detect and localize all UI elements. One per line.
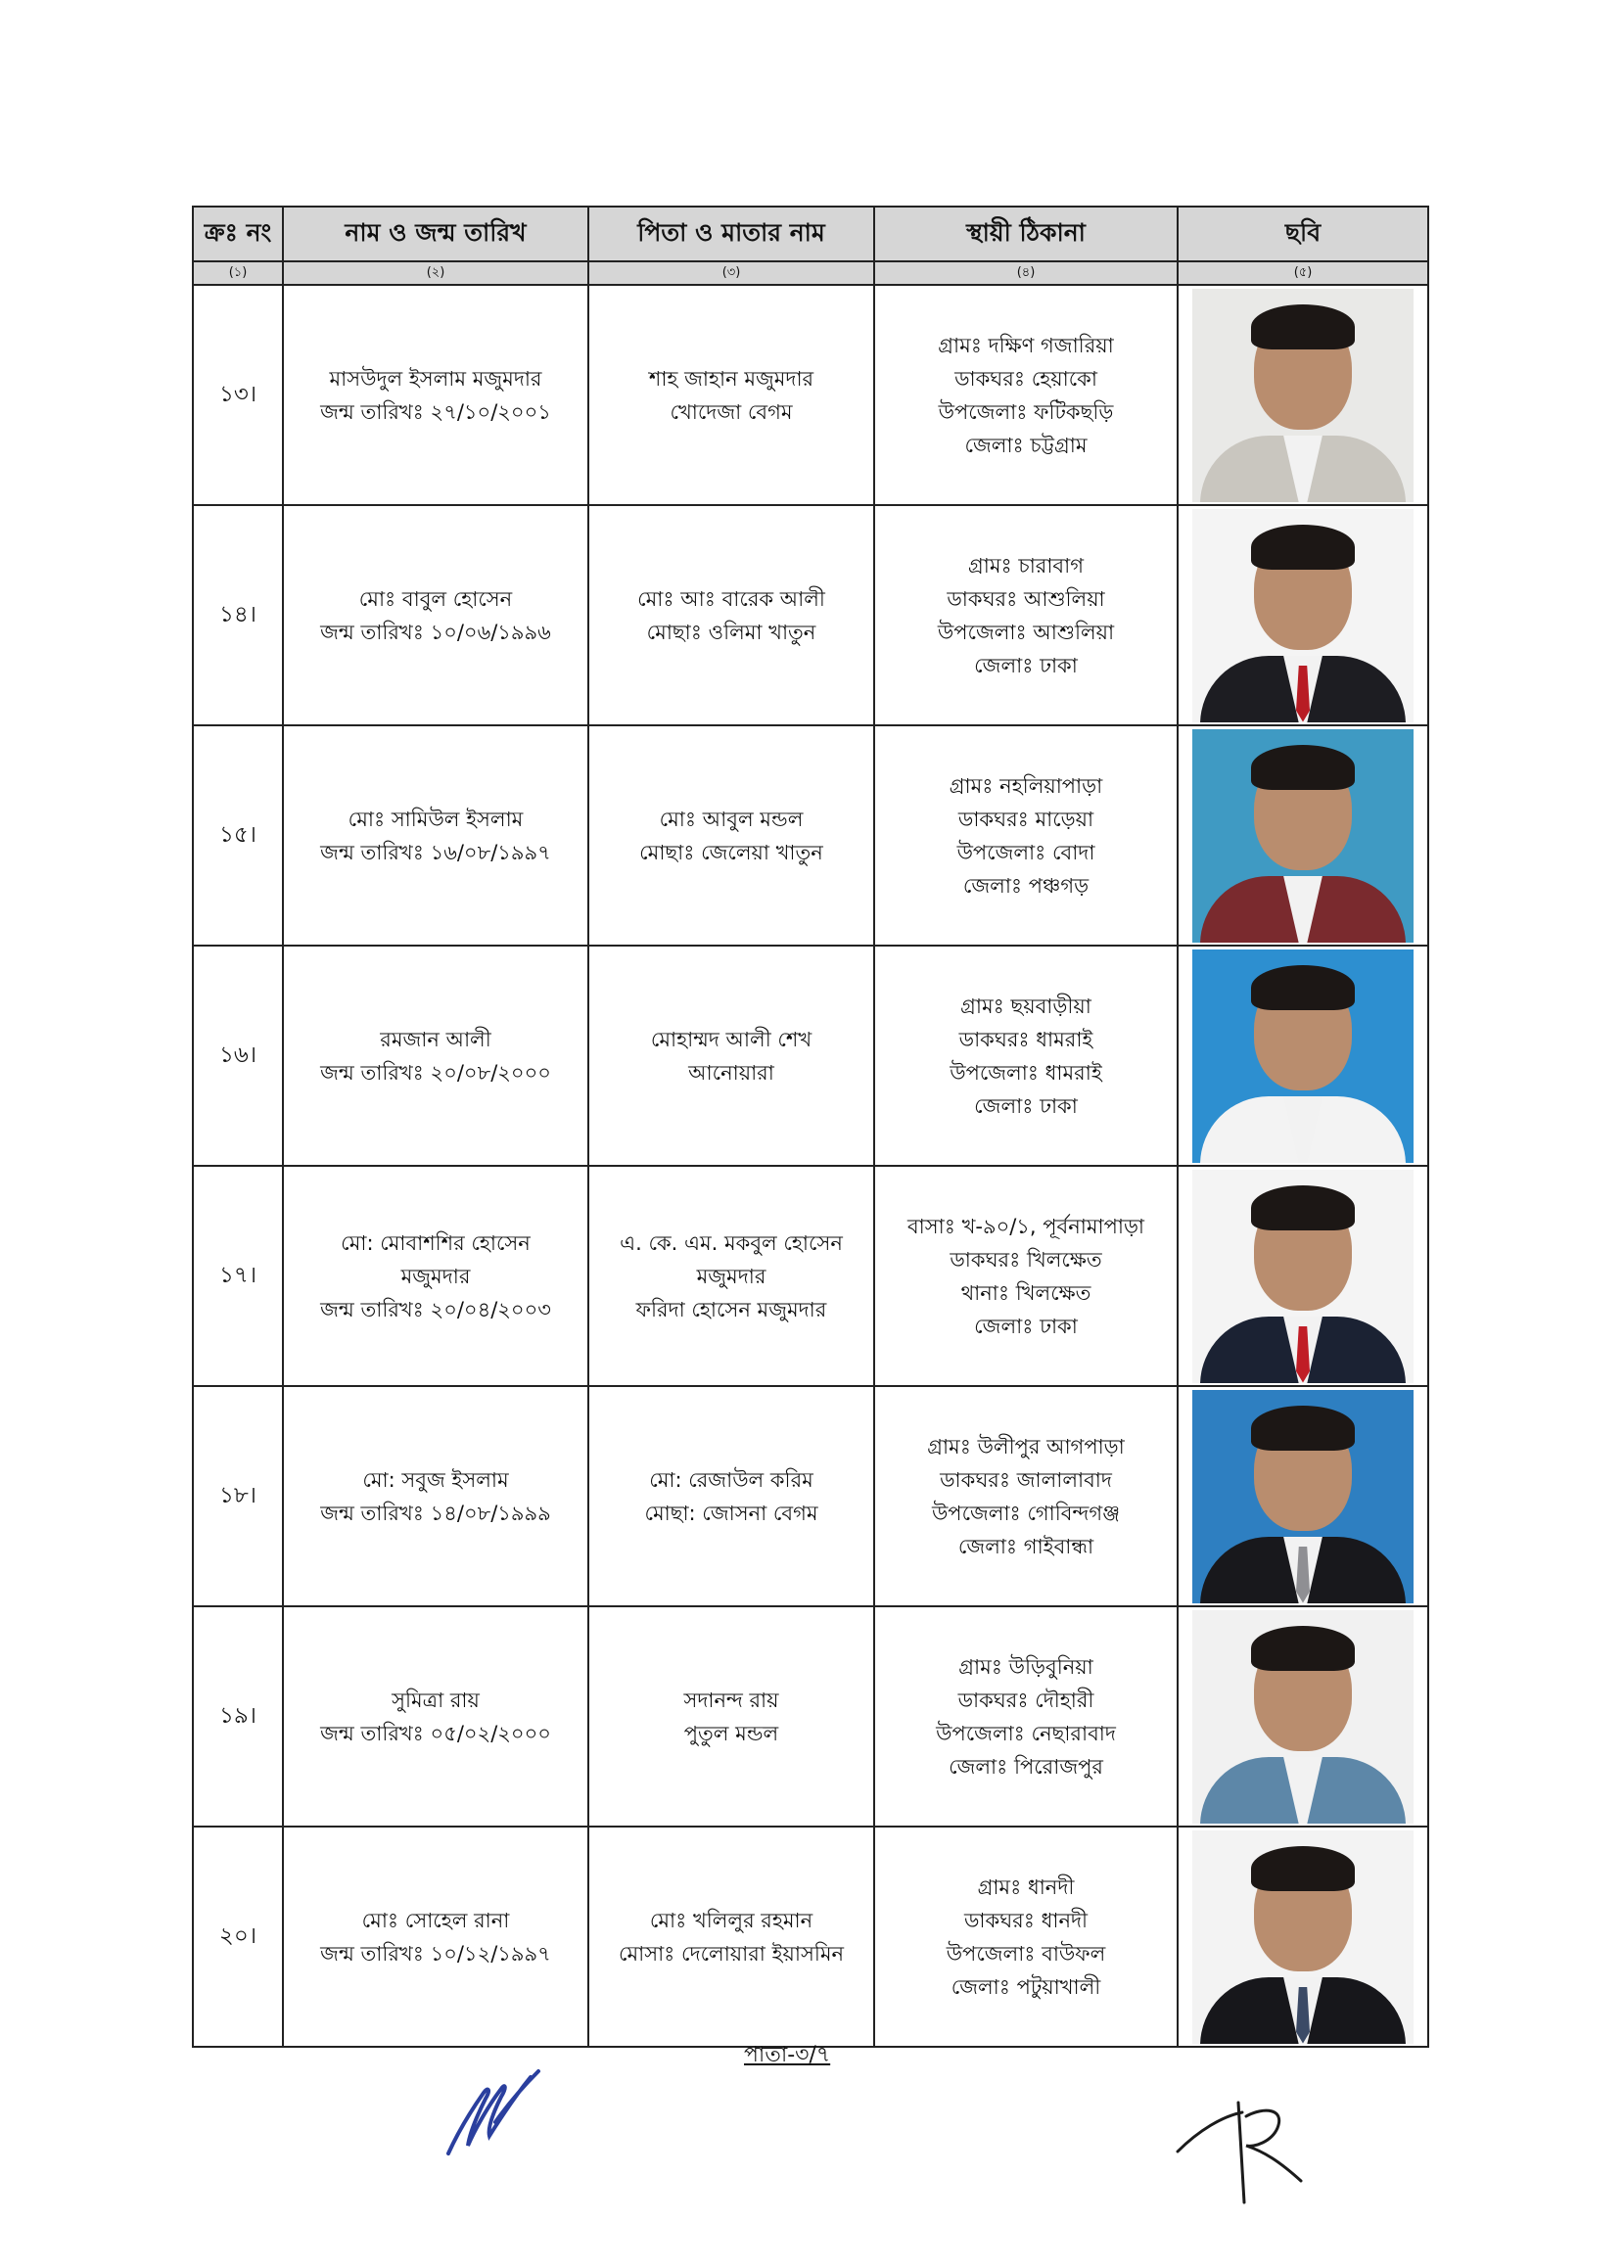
header-serial: ক্রঃ নং [193, 207, 283, 261]
address-line: জেলাঃ ঢাকা [974, 1314, 1078, 1338]
table-row [193, 285, 1428, 505]
name-line: জন্ম তারিখঃ ২০/০৪/২০০৩ [320, 1297, 551, 1321]
address-line: ডাকঘরঃ আশুলিয়া [947, 586, 1105, 611]
parent-line: খোদেজা বেগম [670, 399, 793, 424]
name-dob-cell [283, 946, 588, 1166]
name-dob-cell [283, 505, 588, 725]
address-line: বাসাঃ খ-৯০/১, পূর্বনামাপাড়া [906, 1214, 1145, 1238]
address-cell [874, 725, 1178, 946]
serial-cell [193, 505, 283, 725]
serial-cell [193, 725, 283, 946]
parents-cell [588, 1166, 874, 1386]
table-row [193, 505, 1428, 725]
column-number: (৫) [1178, 261, 1428, 285]
photo-cell [1178, 725, 1428, 946]
name-line: রমজান আলী [380, 1027, 491, 1051]
address-line: উপজেলাঃ গোবিন্দগঞ্জ [931, 1501, 1121, 1525]
name-dob-cell [283, 1606, 588, 1827]
signature-left [441, 2063, 548, 2161]
address-line: জেলাঃ ঢাকা [974, 653, 1078, 677]
parents-cell [588, 946, 874, 1166]
name-dob-cell [283, 1386, 588, 1606]
photo-cell [1178, 505, 1428, 725]
candidate-photo [1192, 1830, 1414, 2044]
serial-number: ১৬। [218, 1042, 257, 1068]
serial-cell [193, 285, 283, 505]
parents-cell [588, 725, 874, 946]
address-line: গ্রামঃ ধানদী [977, 1875, 1075, 1899]
parent-line: মোহাম্মদ আলী শেখ [650, 1027, 812, 1051]
address-line: ডাকঘরঃ ধামরাই [958, 1027, 1093, 1051]
header-row [193, 207, 1428, 261]
page-number: পাতা-৩/৭ [744, 2043, 831, 2067]
candidate-photo [1192, 1390, 1414, 1603]
candidate-photo [1192, 289, 1414, 502]
address-line: উপজেলাঃ নেছারাবাদ [936, 1721, 1116, 1745]
column-number: (৩) [588, 261, 874, 285]
address-line: গ্রামঃ চারাবাগ [968, 553, 1084, 578]
address-line: উপজেলাঃ ফটিকছড়ি [938, 399, 1114, 424]
address-cell [874, 1166, 1178, 1386]
serial-cell [193, 1827, 283, 2047]
parent-line: মোঃ খলিলুর রহমান [649, 1908, 813, 1932]
address-line: জেলাঃ পিরোজপুর [949, 1754, 1103, 1779]
signature-right [1170, 2083, 1317, 2210]
parent-line: ফরিদা হোসেন মজুমদার [635, 1297, 827, 1321]
name-line: জন্ম তারিখঃ ২৭/১০/২০০১ [320, 399, 551, 424]
name-line: মোঃ সোহেল রানা [361, 1908, 510, 1932]
serial-cell [193, 946, 283, 1166]
serial-number: ১৩। [218, 382, 257, 407]
name-line: জন্ম তারিখঃ ১৪/০৮/১৯৯৯ [320, 1501, 551, 1525]
name-dob-cell [283, 1827, 588, 2047]
address-cell [874, 1386, 1178, 1606]
candidate-photo [1192, 509, 1414, 722]
table-row [193, 946, 1428, 1166]
serial-cell [193, 1166, 283, 1386]
candidate-photo [1192, 729, 1414, 943]
photo-cell [1178, 1606, 1428, 1827]
name-line: জন্ম তারিখঃ ১৬/০৮/১৯৯৭ [320, 840, 551, 864]
name-line: জন্ম তারিখঃ ০৫/০২/২০০০ [320, 1721, 551, 1745]
address-line: গ্রামঃ উড়িবুনিয়া [958, 1654, 1093, 1679]
photo-cell [1178, 946, 1428, 1166]
serial-cell [193, 1386, 283, 1606]
parent-line: মোছাঃ জেলেয়া খাতুন [639, 840, 823, 864]
parents-cell [588, 1386, 874, 1606]
name-line: মোঃ সামিউল ইসলাম [348, 807, 524, 831]
parent-line: মোসাঃ দেলোয়ারা ইয়াসমিন [618, 1941, 845, 1966]
serial-number: ১৪। [218, 602, 257, 627]
address-line: জেলাঃ পটুয়াখালী [951, 1974, 1101, 1999]
address-line: উপজেলাঃ ধামরাই [950, 1060, 1102, 1085]
serial-number: ১৯। [218, 1703, 257, 1729]
address-cell [874, 285, 1178, 505]
name-line: মো: মোবাশশির হোসেন [341, 1230, 531, 1255]
address-line: উপজেলাঃ বাউফল [946, 1941, 1106, 1966]
parent-line: এ. কে. এম. মকবুল হোসেন [620, 1230, 843, 1255]
name-line: জন্ম তারিখঃ ১০/১২/১৯৯৭ [320, 1941, 551, 1966]
address-cell [874, 505, 1178, 725]
address-line: জেলাঃ ঢাকা [974, 1093, 1078, 1118]
address-line: গ্রামঃ দক্ষিণ গজারিয়া [938, 333, 1114, 357]
address-line: গ্রামঃ ছয়বাড়ীয়া [960, 994, 1091, 1018]
candidate-photo [1192, 1170, 1414, 1383]
candidate-photo [1192, 949, 1414, 1163]
address-line: জেলাঃ চট্টগ্রাম [964, 433, 1088, 457]
name-dob-cell [283, 725, 588, 946]
address-line: ডাকঘরঃ দৌহারী [957, 1688, 1094, 1712]
parent-line: মো: রেজাউল করিম [649, 1467, 813, 1492]
address-line: ডাকঘরঃ মাড়েয়া [957, 807, 1094, 831]
column-number: (৪) [874, 261, 1178, 285]
parent-line: পুতুল মন্ডল [683, 1721, 779, 1745]
address-line: ডাকঘরঃ হেয়াকো [954, 366, 1097, 391]
parent-line: মোছা: জোসনা বেগম [644, 1501, 818, 1525]
name-dob-cell [283, 1166, 588, 1386]
parent-line: মোঃ আঃ বারেক আলী [637, 586, 825, 611]
name-line: মো: সবুজ ইসলাম [362, 1467, 509, 1492]
parent-line: মোঃ আবুল মন্ডল [659, 807, 804, 831]
name-line: জন্ম তারিখঃ ১০/০৬/১৯৯৬ [320, 620, 551, 644]
address-cell [874, 1827, 1178, 2047]
address-line: গ্রামঃ নহলিয়াপাড়া [949, 773, 1103, 798]
address-cell [874, 1606, 1178, 1827]
table-row [193, 1166, 1428, 1386]
column-number: (১) [193, 261, 283, 285]
parent-line: মজুমদার [696, 1264, 766, 1288]
photo-cell [1178, 285, 1428, 505]
candidate-photo [1192, 1610, 1414, 1824]
address-line: উপজেলাঃ আশুলিয়া [937, 620, 1115, 644]
serial-cell [193, 1606, 283, 1827]
address-line: ডাকঘরঃ জালালাবাদ [940, 1467, 1112, 1492]
parent-line: শাহ জাহান মজুমদার [648, 366, 814, 391]
address-line: থানাঃ খিলক্ষেত [960, 1280, 1091, 1305]
column-number-row [193, 261, 1428, 285]
name-line: মজুমদার [400, 1264, 471, 1288]
address-line: উপজেলাঃ বোদা [956, 840, 1095, 864]
serial-number: ১৭। [218, 1263, 257, 1288]
candidate-rows [193, 285, 1428, 2047]
table-row [193, 1386, 1428, 1606]
table-row [193, 1606, 1428, 1827]
table-row [193, 1827, 1428, 2047]
parent-line: আনোয়ারা [688, 1060, 774, 1085]
address-line: জেলাঃ গাইবান্ধা [957, 1534, 1094, 1558]
header-name-dob: নাম ও জন্ম তারিখ [283, 207, 588, 261]
name-line: মোঃ বাবুল হোসেন [358, 586, 513, 611]
header-photo: ছবি [1178, 207, 1428, 261]
address-line: ডাকঘরঃ ধানদী [963, 1908, 1089, 1932]
candidate-table [192, 206, 1429, 2048]
address-cell [874, 946, 1178, 1166]
serial-number: ২০। [218, 1923, 257, 1949]
serial-number: ১৮। [218, 1483, 257, 1508]
header-address: স্থায়ী ঠিকানা [874, 207, 1178, 261]
address-line: ডাকঘরঃ খিলক্ষেত [950, 1247, 1102, 1272]
parent-line: মোছাঃ ওলিমা খাতুন [646, 620, 816, 644]
name-line: জন্ম তারিখঃ ২০/০৮/২০০০ [320, 1060, 551, 1085]
photo-cell [1178, 1827, 1428, 2047]
parents-cell [588, 1606, 874, 1827]
parents-cell [588, 1827, 874, 2047]
photo-cell [1178, 1166, 1428, 1386]
address-line: গ্রামঃ উলীপুর আগপাড়া [927, 1434, 1125, 1458]
name-line: সুমিত্রা রায় [392, 1688, 480, 1712]
column-number: (২) [283, 261, 588, 285]
parent-line: সদানন্দ রায় [683, 1688, 779, 1712]
address-line: জেলাঃ পঞ্চগড় [962, 873, 1090, 898]
serial-number: ১৫। [218, 822, 257, 848]
parents-cell [588, 285, 874, 505]
parents-cell [588, 505, 874, 725]
table-row [193, 725, 1428, 946]
header-parents: পিতা ও মাতার নাম [588, 207, 874, 261]
name-line: মাসউদুল ইসলাম মজুমদার [329, 366, 542, 391]
name-dob-cell [283, 285, 588, 505]
photo-cell [1178, 1386, 1428, 1606]
